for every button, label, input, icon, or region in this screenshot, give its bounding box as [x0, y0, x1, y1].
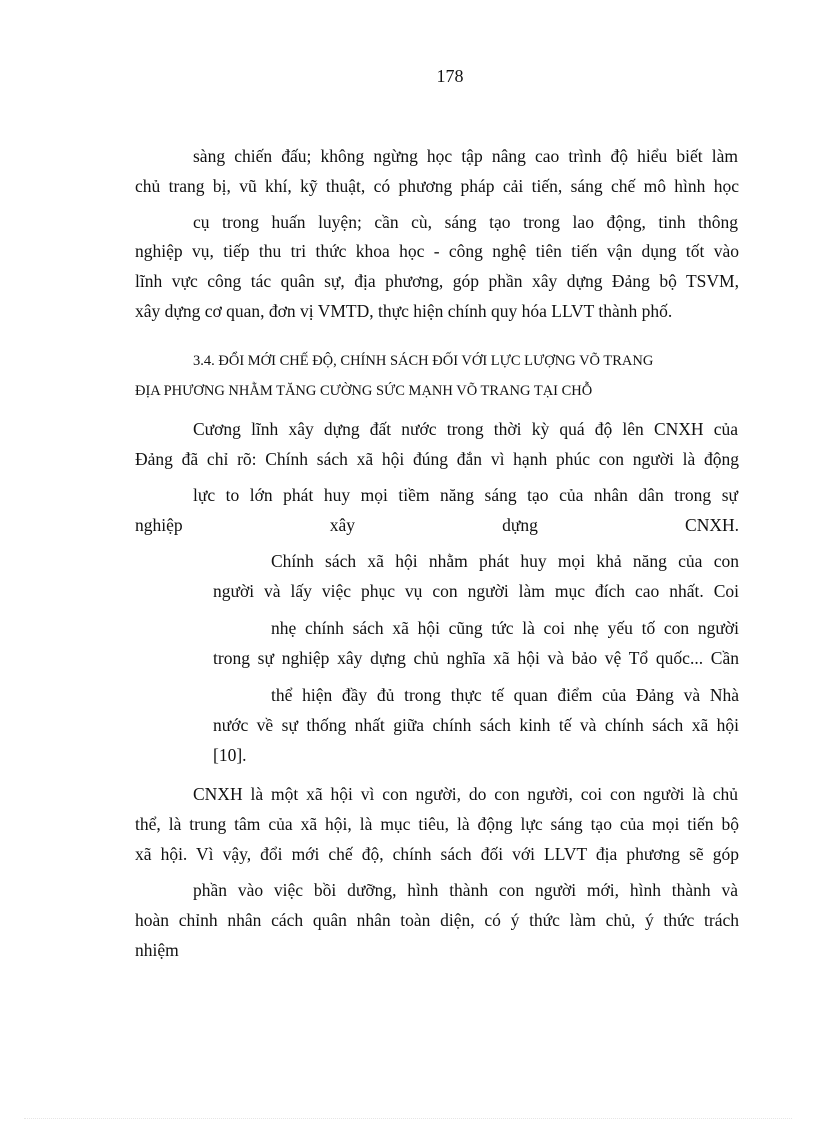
quote-line: Chính sách xã hội nhằm phát huy mọi khả năng của con	[271, 551, 739, 571]
body-line: Cương lĩnh xây dựng đất nước trong thời kỳ quá độ lên CNXH của	[193, 419, 738, 439]
body-line: CNXH là một xã hội vì con người, do con người, coi con người là chủ	[193, 784, 738, 804]
page-bottom-divider	[24, 1118, 792, 1119]
section-heading: ĐỊA PHƯƠNG NHẰM TĂNG CƯỜNG SỨC MẠNH VÕ TRANG TẠI CHỖ	[135, 383, 593, 399]
quote-line: người và lấy việc phục vụ con người làm mục đích cao nhất. Coi	[213, 581, 739, 601]
quote-line: nước về sự thống nhất giữa chính sách kinh tế và chính sách xã hội	[213, 715, 739, 735]
body-line: xây dựng cơ quan, đơn vị VMTD, thực hiện chính quy hóa LLVT thành phố.	[135, 301, 673, 321]
body-line: cụ trong huấn luyện; cần cù, sáng tạo trong lao động, tinh thông	[193, 212, 738, 232]
body-line: chủ trang bị, vũ khí, kỹ thuật, có phương pháp cải tiến, sáng chế mô hình học	[135, 176, 739, 196]
quote-line: trong sự nghiệp xây dựng chủ nghĩa xã hội và bảo vệ Tổ quốc... Cần	[213, 648, 739, 668]
body-line: thể, là trung tâm của xã hội, là mục tiêu, là động lực sáng tạo của mọi tiến bộ	[135, 814, 739, 834]
body-line: hoàn chỉnh nhân cách quân nhân toàn diện, có ý thức làm chủ, ý thức trách	[135, 910, 739, 930]
body-line: lĩnh vực công tác quân sự, địa phương, góp phần xây dựng Đảng bộ TSVM,	[135, 271, 739, 291]
body-line: lực to lớn phát huy mọi tiềm năng sáng tạo của nhân dân trong sự	[193, 485, 738, 505]
body-line: nhiệm	[135, 940, 179, 960]
body-line: sàng chiến đấu; không ngừng học tập nâng cao trình độ hiểu biết làm	[193, 146, 738, 166]
body-line: xã hội. Vì vậy, đổi mới chế độ, chính sách đối với LLVT địa phương sẽ góp	[135, 844, 739, 864]
quote-line: nhẹ chính sách xã hội cũng tức là coi nhẹ yếu tố con người	[271, 618, 739, 638]
citation: [10].	[213, 745, 247, 765]
body-line: nghiệp xây dựng CNXH.	[135, 515, 739, 535]
page-number: 178	[436, 66, 464, 86]
body-line: phần vào việc bồi dưỡng, hình thành con người mới, hình thành và	[193, 880, 738, 900]
section-heading: 3.4. ĐỔI MỚI CHẾ ĐỘ, CHÍNH SÁCH ĐỐI VỚI LỰC LƯỢNG VÕ TRANG	[193, 353, 654, 369]
body-line: nghiệp vụ, tiếp thu tri thức khoa học - công nghệ tiên tiến vận dụng tốt vào	[135, 241, 739, 261]
quote-line: thể hiện đầy đủ trong thực tế quan điểm của Đảng và Nhà	[271, 685, 739, 705]
body-line: Đảng đã chỉ rõ: Chính sách xã hội đúng đắn vì hạnh phúc con người là động	[135, 449, 739, 469]
